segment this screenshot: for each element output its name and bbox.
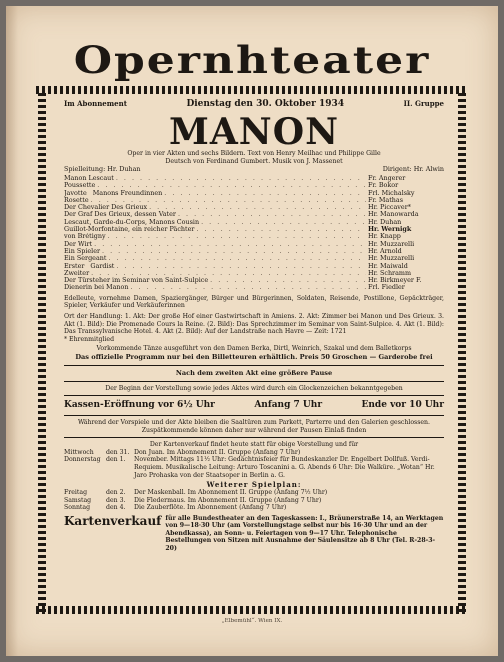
subtitle-authors: Oper in vier Akten und sechs Bildern. Text von Henry Meilhac und Philippe Gille — [127, 150, 381, 157]
subtitle-translation: Deutsch von Ferdinand Gumbert. Musik von J. Massenet — [165, 157, 343, 165]
border-top — [36, 86, 468, 94]
extras-text: Edelleute, vornehme Damen, Spaziergänger, Bürger und Bürgerinnen, Soldaten, Reisende, Postillone, Gepäckträger, Spieler, Verkäufer und Verkäuferinnen — [64, 294, 444, 310]
dirigent: Dirigent: Hr. Alwin — [382, 165, 444, 173]
times-row — [64, 399, 444, 412]
cast-row: Ein Sergeant . . . Hr. Muzzarelli — [64, 255, 444, 262]
divider — [64, 395, 444, 396]
schedule-row: Samstag den 3. Die Fledermaus. Im Abonnement II. Gruppe (Anfang 7 Uhr) — [64, 496, 322, 504]
theatre-title: Opernhteater — [73, 38, 431, 83]
setting-text: Ort der Handlung: 1. Akt: Der große Hof einer Gastwirtschaft in Amiens. 2. Akt: Zimmer bei Manon und Des Grieux. 3. Akt (1. Bild): Die Promenade Cours la Reine. (2. Bild): Das Sprechzimmer im Seminar von Saint-Sulpice. 4. Akt (1. Bild): Das Transsylvanische Hotel. 4. Akt (2. Bild): Auf der Landstraße nach Havre — Zeit: 1721 — [64, 312, 444, 336]
upcoming-row: Mittwoch den 31. Don Juan. Im Abonnement II. Gruppe (Anfang 7 Uhr) — [64, 448, 301, 456]
header-row — [64, 100, 444, 108]
cast-row: Der Graf Des Grieux, dessen Vater . . . Hr. Manowarda — [64, 211, 444, 218]
direction-row — [64, 165, 444, 173]
divider — [64, 437, 444, 438]
cast-row: Poussette . . . Fr. Bokor — [64, 182, 444, 189]
playbill-sheet — [6, 6, 498, 656]
divider — [64, 381, 444, 382]
cast-row: Erster Gardist . . . Hr. Maiwald — [64, 263, 444, 270]
cast-row: Manon Lescaut . . . Fr. Angerer — [64, 175, 444, 182]
cast-row: Lescaut, Garde-du-Corps, Manons Cousin . . . Hr. Duhan — [64, 219, 444, 226]
box-office-time: Kassen-Eröffnung vor 6½ Uhr — [64, 400, 215, 411]
gruppe-label: II. Gruppe — [403, 99, 444, 108]
spielleitung: Spielleitung: Hr. Duhan — [64, 165, 141, 173]
programme-note: Das offizielle Programm nur bei den Billetteuren erhältlich. Preis 50 Groschen — Garderobe frei — [75, 352, 433, 361]
cast-row: Der Türsteher im Seminar von Saint-Sulpice . . . Hr. Birkmeyer F. — [64, 277, 444, 284]
cast-row: Guillot-Morfontaine, ein reicher Pächter . . . Hr. Wernigk — [64, 226, 444, 233]
cast-row: Dienerin bei Manon . . . Frl. Fiedler — [64, 284, 444, 291]
schedule-row: Sonntag den 4. Die Zauberflöte. Im Abonnement (Anfang 7 Uhr) — [64, 504, 287, 512]
border-left — [38, 90, 46, 612]
end-time: Ende vor 10 Uhr — [361, 400, 444, 411]
cast-row: Der Wirt . . . Hr. Muzzarelli — [64, 241, 444, 248]
ticket-sale-note: Der Kartenverkauf findet heute statt für obige Vorstellung und für — [149, 441, 359, 449]
cast-row: Ein Spieler . . . Hr. Arnold — [64, 248, 444, 255]
border-right — [458, 90, 466, 612]
printer-imprint: „Elbemühl“. Wien IX. — [221, 618, 283, 624]
ticket-sales-block — [64, 515, 444, 552]
cast-row: Der Chevalier Des Grieux . . . Hr. Piccaver* — [64, 204, 444, 211]
date-label: Dienstag den 30. Oktober 1934 — [186, 99, 345, 109]
schedule-heading: Weiterer Spielplan: — [206, 480, 302, 490]
ticket-sales-text: für alle Bundestheater an den Tageskassen: I., Bräunerstraße 14, an Werktagen von 9—18·30 Uhr (am Vorstellungstage selbst nur bis 16·30 Uhr und an der Abendkassa), an Sonn- u. Feiertagen von 9—17 Uhr. Telephonische Bestellungen von Sitzen mit Ausnahme der Säulensitze ab 8 Uhr (Tel. R-28-3-20) — [165, 514, 444, 552]
intermission-note: Nach dem zweiten Akt eine größere Pause — [175, 368, 333, 377]
upcoming-row: Donnerstag den 1. November. Mittags 11½ Uhr: Gedächtnisfeier für Bundeskanzler Dr. Engelbert Dollfuß. Verdi-Requiem. Musikalische Leitung: Arturo Toscanini a. G. Abends 6 Uhr: Die Walküre. „Wotan“ Hr. Jaro Prohaska von der Staatsoper in Berlin a. G. — [64, 456, 435, 479]
schedule-row: Freitag den 2. Der Maskenball. Im Abonnement II. Gruppe (Anfang 7½ Uhr) — [64, 489, 328, 497]
abonnement-label: Im Abonnement — [64, 99, 127, 108]
bell-note: Der Beginn der Vorstellung sowie jedes Aktes wird durch ein Glockenzeichen bekanntgegeben — [105, 384, 403, 392]
divider — [64, 365, 444, 366]
cast-row: Javotte Manons Freundinnen . . . Frl. Michalsky — [64, 190, 444, 197]
start-time: Anfang 7 Uhr — [254, 400, 323, 411]
cast-row: von Brétigny . . . Hr. Knapp — [64, 233, 444, 240]
cast-list — [64, 175, 444, 292]
honorary-note: * Ehrenmitglied — [64, 335, 115, 343]
dances-text: Vorkommende Tänze ausgeführt von den Damen Berka, Dirtl, Weinrich, Szakal und dem Balletkorps — [96, 345, 412, 353]
opera-title: MANON — [169, 111, 339, 153]
ticket-sales-heading: Kartenverkauf — [64, 513, 162, 528]
cast-row: Zweiter . . . Hr. Schramm — [64, 270, 444, 277]
late-entry-note: Während der Vorspiele und der Akte bleiben die Saaltüren zum Parkett, Parterre und den Galerien geschlossen. Zuspätkommende können daher nur während der Pausen Einlaß finden — [77, 419, 431, 434]
playbill-content — [64, 100, 444, 610]
brace-label-gardist: Gardist — [90, 262, 115, 270]
divider — [64, 415, 444, 416]
brace-label-freundinnen: Manons Freundinnen — [92, 189, 163, 197]
cast-row: Rosette . . . Fr. Mathas — [64, 197, 444, 204]
